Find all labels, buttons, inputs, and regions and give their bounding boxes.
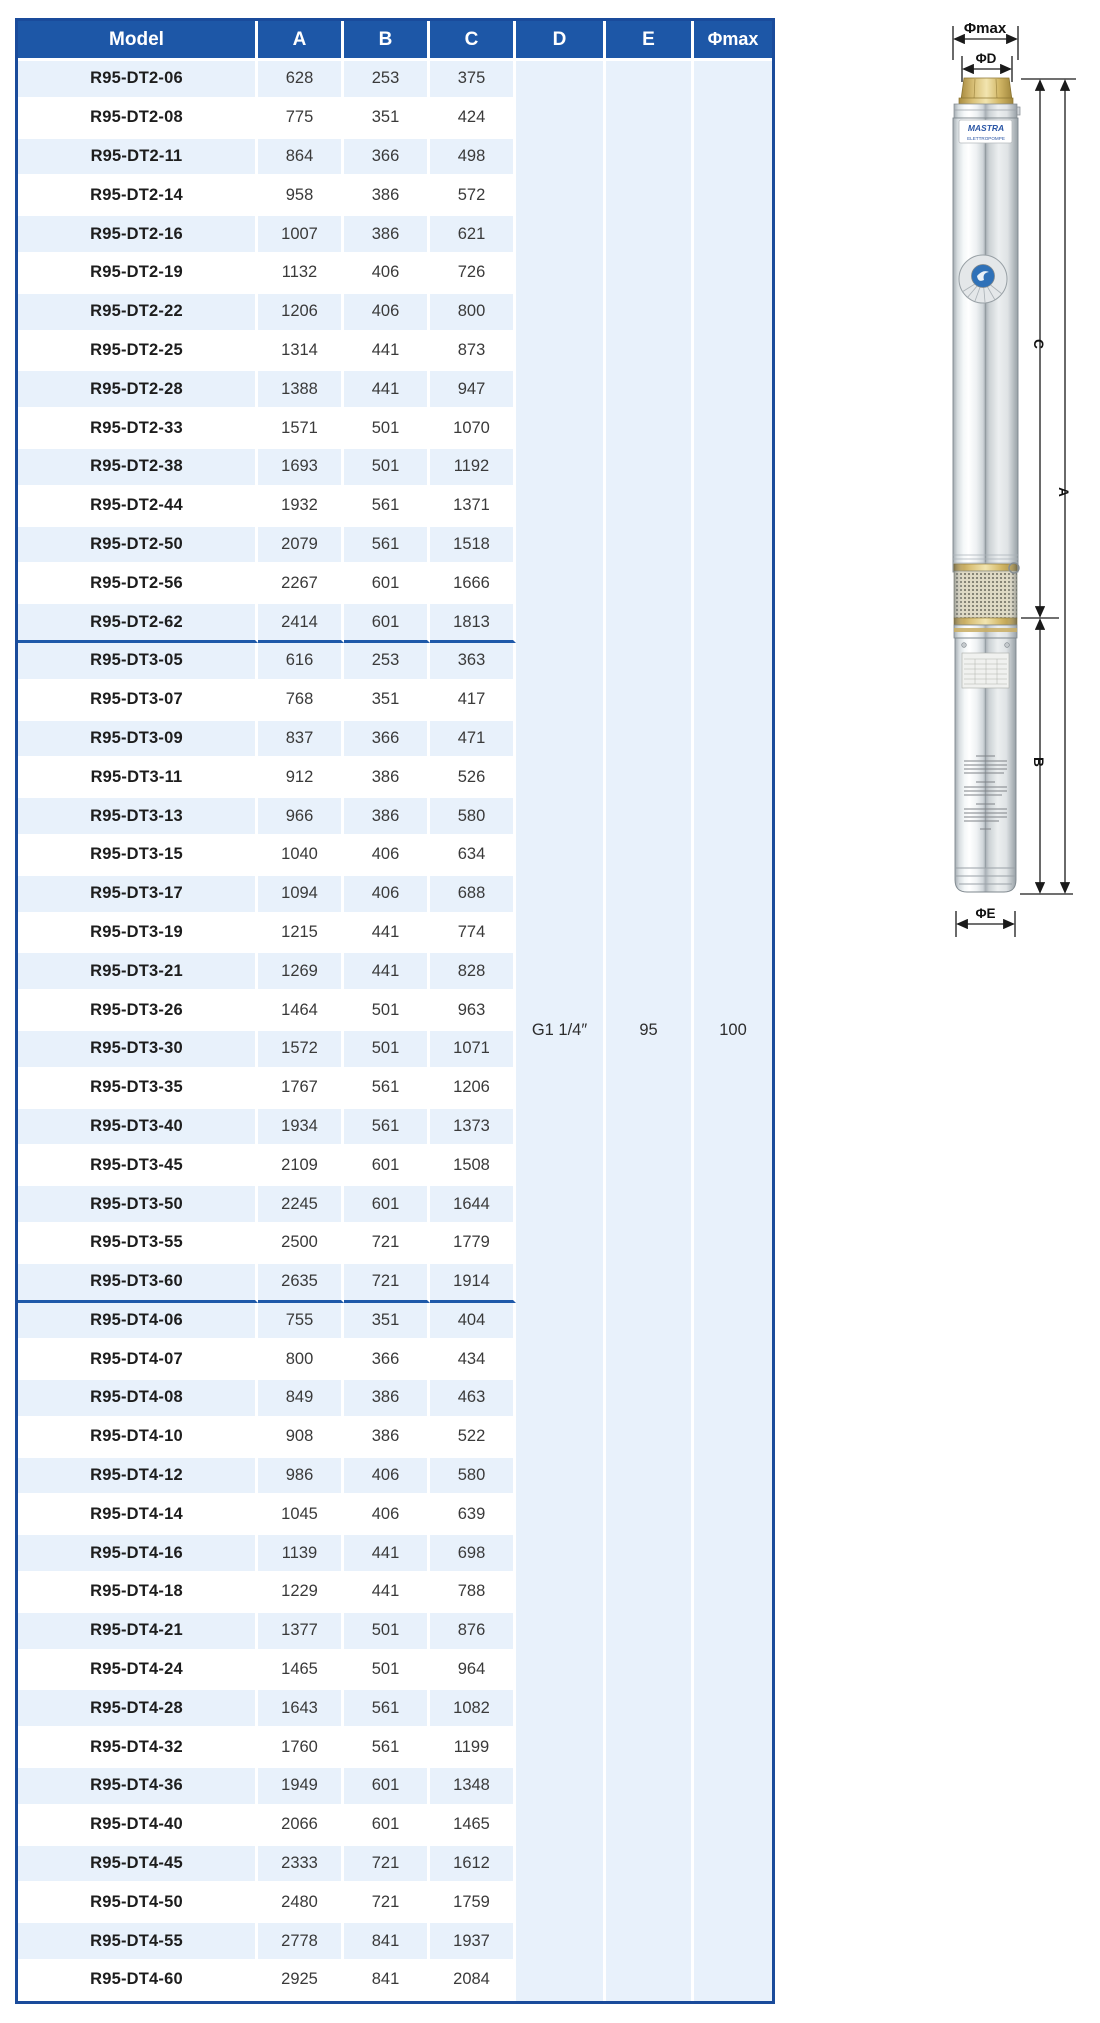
value-cell: 406 <box>344 255 430 294</box>
value-cell: 616 <box>258 643 344 682</box>
value-cell: 726 <box>430 255 516 294</box>
value-cell: 572 <box>430 177 516 216</box>
model-cell: R95-DT3-35 <box>18 1070 258 1109</box>
value-cell: 1206 <box>430 1070 516 1109</box>
value-cell: 908 <box>258 1419 344 1458</box>
model-cell: R95-DT4-36 <box>18 1768 258 1807</box>
value-cell: 441 <box>344 953 430 992</box>
value-cell: 434 <box>430 1341 516 1380</box>
value-cell: 1139 <box>258 1535 344 1574</box>
model-cell: R95-DT3-21 <box>18 953 258 992</box>
value-cell: 386 <box>344 759 430 798</box>
spec-table <box>15 18 775 2004</box>
value-cell: 634 <box>430 837 516 876</box>
value-cell: 601 <box>344 1147 430 1186</box>
value-cell: 721 <box>344 1225 430 1264</box>
value-cell: 1206 <box>258 294 344 333</box>
column-phimax <box>694 21 772 2001</box>
model-cell: R95-DT3-05 <box>18 643 258 682</box>
brand-subtitle: ELETTROPOMPE <box>967 136 1005 141</box>
value-cell: 404 <box>430 1303 516 1342</box>
value-cell: 947 <box>430 371 516 410</box>
value-cell: 837 <box>258 721 344 760</box>
model-cell: R95-DT3-09 <box>18 721 258 760</box>
dim-phimax-label: Φmax <box>963 20 1007 37</box>
model-cell: R95-DT4-40 <box>18 1807 258 1846</box>
value-cell: 601 <box>344 565 430 604</box>
value-cell: 406 <box>344 294 430 333</box>
dim-c <box>1031 81 1046 617</box>
model-cell: R95-DT3-26 <box>18 992 258 1031</box>
value-cell: 1759 <box>430 1884 516 1923</box>
model-cell: R95-DT3-60 <box>18 1264 258 1303</box>
model-cell: R95-DT4-10 <box>18 1419 258 1458</box>
value-cell: 864 <box>258 139 344 178</box>
value-cell: 1377 <box>258 1613 344 1652</box>
value-cell: 561 <box>344 1109 430 1148</box>
value-cell: 755 <box>258 1303 344 1342</box>
value-cell: 1779 <box>430 1225 516 1264</box>
value-cell: 601 <box>344 1186 430 1225</box>
value-cell: 1045 <box>258 1496 344 1535</box>
value-cell: 721 <box>344 1884 430 1923</box>
value-cell: 1914 <box>430 1264 516 1303</box>
model-cell: R95-DT4-16 <box>18 1535 258 1574</box>
value-cell: 876 <box>430 1613 516 1652</box>
value-cell: 849 <box>258 1380 344 1419</box>
value-cell: 2925 <box>258 1962 344 2001</box>
value-cell: 441 <box>344 1574 430 1613</box>
value-cell: 1371 <box>430 488 516 527</box>
value-cell: 639 <box>430 1496 516 1535</box>
model-cell: R95-DT2-19 <box>18 255 258 294</box>
value-cell: 253 <box>344 61 430 100</box>
value-cell: 1373 <box>430 1109 516 1148</box>
value-cell: 1082 <box>430 1690 516 1729</box>
model-cell: R95-DT3-11 <box>18 759 258 798</box>
model-cell: R95-DT4-60 <box>18 1962 258 2001</box>
value-cell: 366 <box>344 139 430 178</box>
header-a: A <box>258 21 344 61</box>
value-cell: 561 <box>344 527 430 566</box>
value-cell: 2480 <box>258 1884 344 1923</box>
model-cell: R95-DT4-28 <box>18 1690 258 1729</box>
value-cell: 561 <box>344 488 430 527</box>
value-cell: 1666 <box>430 565 516 604</box>
model-cell: R95-DT3-55 <box>18 1225 258 1264</box>
value-cell: 424 <box>430 100 516 139</box>
value-cell: 1571 <box>258 410 344 449</box>
value-cell: 1314 <box>258 333 344 372</box>
pump-discharge-head <box>959 78 1013 105</box>
value-cell: 1229 <box>258 1574 344 1613</box>
value-cell: 1094 <box>258 876 344 915</box>
pump-collar <box>954 104 1020 118</box>
model-cell: R95-DT3-17 <box>18 876 258 915</box>
value-cell: 1465 <box>430 1807 516 1846</box>
column-e <box>606 21 694 2001</box>
value-cell: 2245 <box>258 1186 344 1225</box>
value-cell: 1949 <box>258 1768 344 1807</box>
header-model: Model <box>18 21 258 61</box>
value-cell: 775 <box>258 100 344 139</box>
value-cell: 1937 <box>430 1923 516 1962</box>
value-cell: 1348 <box>430 1768 516 1807</box>
value-cell: 471 <box>430 721 516 760</box>
model-cell: R95-DT2-25 <box>18 333 258 372</box>
merged-cell-d: G1 1/4″ <box>516 61 606 2001</box>
value-cell: 1572 <box>258 1031 344 1070</box>
value-cell: 441 <box>344 371 430 410</box>
value-cell: 1192 <box>430 449 516 488</box>
table-left-grid <box>18 21 516 2001</box>
value-cell: 386 <box>344 216 430 255</box>
model-cell: R95-DT4-55 <box>18 1923 258 1962</box>
value-cell: 406 <box>344 1458 430 1497</box>
model-cell: R95-DT2-11 <box>18 139 258 178</box>
value-cell: 363 <box>430 643 516 682</box>
value-cell: 986 <box>258 1458 344 1497</box>
value-cell: 1934 <box>258 1109 344 1148</box>
value-cell: 386 <box>344 1419 430 1458</box>
model-cell: R95-DT4-06 <box>18 1303 258 1342</box>
dim-a <box>1056 81 1071 893</box>
value-cell: 1132 <box>258 255 344 294</box>
model-cell: R95-DT2-62 <box>18 604 258 643</box>
value-cell: 580 <box>430 798 516 837</box>
brand-name: MASTRA <box>967 123 1005 133</box>
motor-spec-plate <box>962 653 1009 688</box>
value-cell: 2079 <box>258 527 344 566</box>
value-cell: 386 <box>344 1380 430 1419</box>
value-cell: 873 <box>430 333 516 372</box>
dim-b <box>1031 620 1046 893</box>
model-cell: R95-DT3-30 <box>18 1031 258 1070</box>
model-cell: R95-DT2-28 <box>18 371 258 410</box>
value-cell: 501 <box>344 1031 430 1070</box>
value-cell: 375 <box>430 61 516 100</box>
value-cell: 628 <box>258 61 344 100</box>
value-cell: 366 <box>344 1341 430 1380</box>
value-cell: 1464 <box>258 992 344 1031</box>
model-cell: R95-DT4-12 <box>18 1458 258 1497</box>
model-cell: R95-DT3-45 <box>18 1147 258 1186</box>
merged-cell-phimax: 100 <box>694 61 772 2001</box>
value-cell: 828 <box>430 953 516 992</box>
value-cell: 1215 <box>258 915 344 954</box>
model-cell: R95-DT2-38 <box>18 449 258 488</box>
pump-motor <box>955 638 1016 892</box>
value-cell: 601 <box>344 1807 430 1846</box>
value-cell: 406 <box>344 876 430 915</box>
value-cell: 522 <box>430 1419 516 1458</box>
model-cell: R95-DT4-50 <box>18 1884 258 1923</box>
value-cell: 501 <box>344 1652 430 1691</box>
value-cell: 964 <box>430 1652 516 1691</box>
model-cell: R95-DT4-24 <box>18 1652 258 1691</box>
value-cell: 1199 <box>430 1729 516 1768</box>
value-cell: 800 <box>258 1341 344 1380</box>
dim-phie-label: ΦE <box>975 906 996 921</box>
value-cell: 768 <box>258 682 344 721</box>
model-cell: R95-DT2-50 <box>18 527 258 566</box>
value-cell: 912 <box>258 759 344 798</box>
value-cell: 958 <box>258 177 344 216</box>
model-cell: R95-DT2-44 <box>18 488 258 527</box>
value-cell: 441 <box>344 1535 430 1574</box>
model-cell: R95-DT3-40 <box>18 1109 258 1148</box>
value-cell: 253 <box>344 643 430 682</box>
header-c: C <box>430 21 516 61</box>
model-cell: R95-DT2-08 <box>18 100 258 139</box>
value-cell: 698 <box>430 1535 516 1574</box>
value-cell: 1040 <box>258 837 344 876</box>
model-cell: R95-DT4-07 <box>18 1341 258 1380</box>
value-cell: 351 <box>344 1303 430 1342</box>
value-cell: 406 <box>344 837 430 876</box>
model-cell: R95-DT2-56 <box>18 565 258 604</box>
value-cell: 963 <box>430 992 516 1031</box>
value-cell: 788 <box>430 1574 516 1613</box>
value-cell: 841 <box>344 1923 430 1962</box>
value-cell: 498 <box>430 139 516 178</box>
value-cell: 417 <box>430 682 516 721</box>
dim-b-label: B <box>1031 757 1046 767</box>
pump-dimension-diagram <box>863 12 1098 947</box>
column-d <box>516 21 606 2001</box>
medallion-logo-icon <box>959 255 1007 303</box>
header-e: E <box>606 21 694 61</box>
value-cell: 561 <box>344 1690 430 1729</box>
model-cell: R95-DT2-14 <box>18 177 258 216</box>
value-cell: 2500 <box>258 1225 344 1264</box>
value-cell: 966 <box>258 798 344 837</box>
pump-body <box>953 118 1018 572</box>
value-cell: 800 <box>430 294 516 333</box>
value-cell: 2778 <box>258 1923 344 1962</box>
model-cell: R95-DT2-33 <box>18 410 258 449</box>
value-cell: 561 <box>344 1070 430 1109</box>
value-cell: 1007 <box>258 216 344 255</box>
header-b: B <box>344 21 430 61</box>
value-cell: 621 <box>430 216 516 255</box>
value-cell: 526 <box>430 759 516 798</box>
value-cell: 441 <box>344 915 430 954</box>
value-cell: 601 <box>344 1768 430 1807</box>
value-cell: 386 <box>344 798 430 837</box>
brand-label <box>959 120 1012 143</box>
model-cell: R95-DT2-22 <box>18 294 258 333</box>
model-cell: R95-DT4-21 <box>18 1613 258 1652</box>
value-cell: 1643 <box>258 1690 344 1729</box>
model-cell: R95-DT4-08 <box>18 1380 258 1419</box>
value-cell: 2333 <box>258 1846 344 1885</box>
value-cell: 1644 <box>430 1186 516 1225</box>
value-cell: 1518 <box>430 527 516 566</box>
value-cell: 721 <box>344 1264 430 1303</box>
model-cell: R95-DT3-50 <box>18 1186 258 1225</box>
model-cell: R95-DT2-06 <box>18 61 258 100</box>
value-cell: 501 <box>344 449 430 488</box>
value-cell: 1760 <box>258 1729 344 1768</box>
value-cell: 1465 <box>258 1652 344 1691</box>
header-d: D <box>516 21 606 61</box>
value-cell: 463 <box>430 1380 516 1419</box>
value-cell: 1612 <box>430 1846 516 1885</box>
pump-strainer <box>954 563 1019 625</box>
model-cell: R95-DT3-13 <box>18 798 258 837</box>
pump-coupling <box>954 625 1017 638</box>
value-cell: 1932 <box>258 488 344 527</box>
value-cell: 441 <box>344 333 430 372</box>
model-cell: R95-DT4-14 <box>18 1496 258 1535</box>
dim-a-label: A <box>1056 487 1071 497</box>
model-cell: R95-DT4-45 <box>18 1846 258 1885</box>
value-cell: 580 <box>430 1458 516 1497</box>
value-cell: 1508 <box>430 1147 516 1186</box>
value-cell: 351 <box>344 682 430 721</box>
model-cell: R95-DT2-16 <box>18 216 258 255</box>
value-cell: 406 <box>344 1496 430 1535</box>
model-cell: R95-DT3-15 <box>18 837 258 876</box>
model-cell: R95-DT4-18 <box>18 1574 258 1613</box>
value-cell: 2066 <box>258 1807 344 1846</box>
value-cell: 501 <box>344 410 430 449</box>
model-cell: R95-DT4-32 <box>18 1729 258 1768</box>
value-cell: 366 <box>344 721 430 760</box>
value-cell: 386 <box>344 177 430 216</box>
value-cell: 501 <box>344 1613 430 1652</box>
value-cell: 351 <box>344 100 430 139</box>
value-cell: 601 <box>344 604 430 643</box>
value-cell: 2414 <box>258 604 344 643</box>
value-cell: 1693 <box>258 449 344 488</box>
value-cell: 2267 <box>258 565 344 604</box>
value-cell: 1070 <box>430 410 516 449</box>
merged-cell-e: 95 <box>606 61 694 2001</box>
dim-c-label: C <box>1031 339 1046 349</box>
model-cell: R95-DT3-19 <box>18 915 258 954</box>
value-cell: 688 <box>430 876 516 915</box>
value-cell: 1071 <box>430 1031 516 1070</box>
value-cell: 2109 <box>258 1147 344 1186</box>
value-cell: 501 <box>344 992 430 1031</box>
value-cell: 774 <box>430 915 516 954</box>
model-cell: R95-DT3-07 <box>18 682 258 721</box>
value-cell: 1767 <box>258 1070 344 1109</box>
value-cell: 2635 <box>258 1264 344 1303</box>
value-cell: 561 <box>344 1729 430 1768</box>
value-cell: 2084 <box>430 1962 516 2001</box>
value-cell: 1813 <box>430 604 516 643</box>
value-cell: 841 <box>344 1962 430 2001</box>
dim-phid-label: ΦD <box>975 51 997 66</box>
value-cell: 1269 <box>258 953 344 992</box>
value-cell: 721 <box>344 1846 430 1885</box>
header-phimax: Φmax <box>694 21 772 61</box>
value-cell: 1388 <box>258 371 344 410</box>
